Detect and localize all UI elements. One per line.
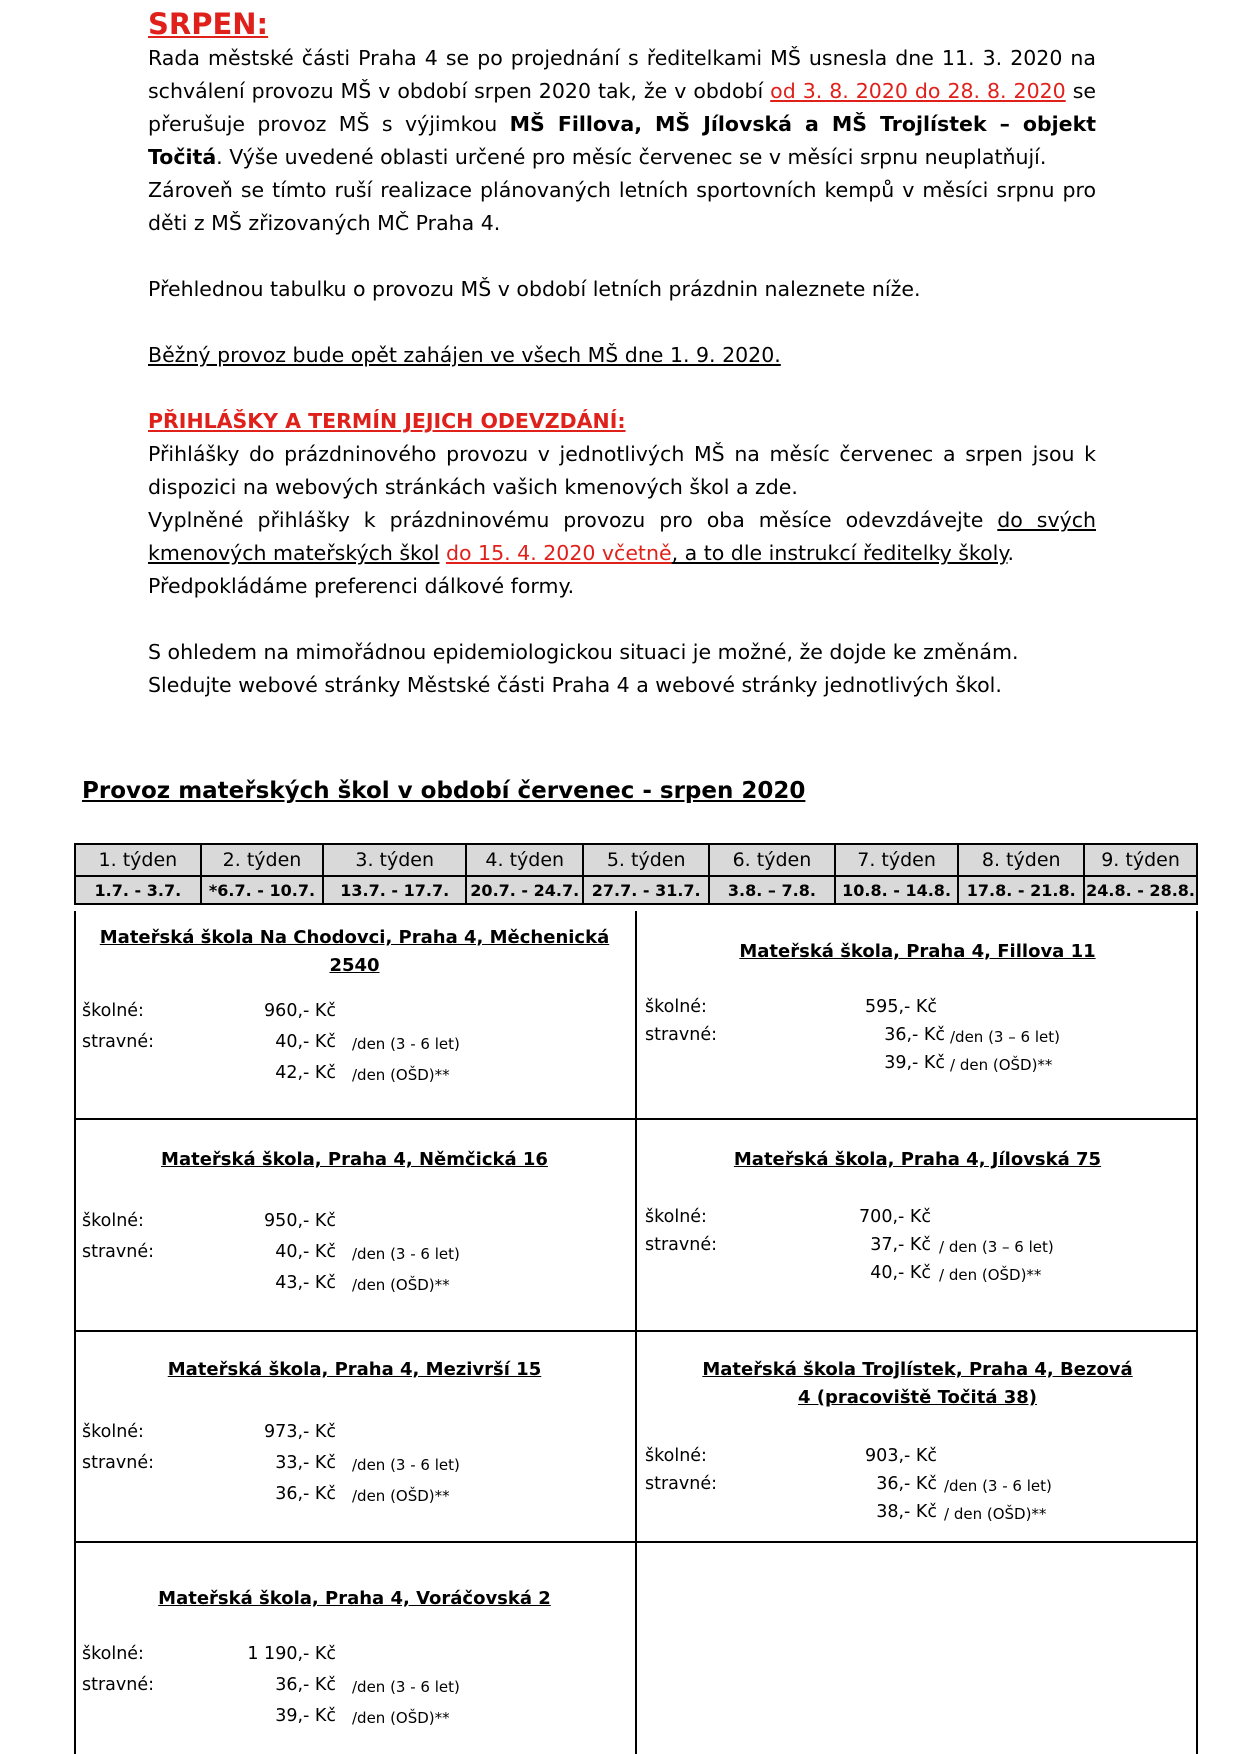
paragraph-text: . Výše uvedené oblasti určené pro měsíc červenec se v měsíci srpnu neuplatňují. xyxy=(216,145,1047,169)
fee-label: školné: xyxy=(82,1422,144,1442)
submission-paragraph: Vyplněné přihlášky k prázdninovému provozu pro oba měsíce odevzdávejte do svých kmenových mateřských škol do 15. 4. 2020 včetně, a to dle instrukcí ředitelky školy. xyxy=(148,508,1097,565)
week-dates: 20.7. - 24.7. xyxy=(466,876,583,904)
meal-label: stravné: xyxy=(645,1235,718,1255)
regular-operation-note xyxy=(148,339,1096,372)
meal-unit: /den (OŠD)** xyxy=(352,1709,450,1727)
meal-value: 38,- Kč xyxy=(876,1502,937,1522)
week-label: 4. týden xyxy=(466,844,583,876)
school-name: Mateřská škola Trojlístek, Praha 4, Bezová 4 (pracoviště Točitá 38) xyxy=(702,1359,1133,1408)
fee-row xyxy=(82,1422,622,1448)
meal-unit: /den (3 – 6 let) xyxy=(950,1028,1060,1046)
fee-value: 950,- Kč xyxy=(264,1211,336,1231)
week-label: 3. týden xyxy=(323,844,466,876)
meal-unit: / den (OŠD)** xyxy=(944,1505,1047,1523)
paragraph-text: Rada městské části Praha 4 se po projednání s ředitelkami MŠ usnesla dne 11. 3. 2020 na schválení provozu MŠ v období srpen 2020 tak, že v období xyxy=(148,46,1096,103)
week-label: 5. týden xyxy=(583,844,709,876)
fee-row xyxy=(82,1001,622,1027)
table-title: Provoz mateřských škol v období červenec - srpen 2020 xyxy=(82,778,806,804)
school-card xyxy=(74,1120,635,1330)
meal-row xyxy=(82,1484,622,1510)
meal-label: stravné: xyxy=(82,1242,155,1262)
meal-row xyxy=(82,1032,622,1058)
meal-row xyxy=(709,1263,1189,1289)
week-label: 6. týden xyxy=(709,844,835,876)
meal-row xyxy=(82,1242,622,1268)
school-card xyxy=(74,913,635,1118)
meal-row xyxy=(82,1453,622,1479)
fee-value: 700,- Kč xyxy=(859,1207,931,1227)
submission-instructions: , a to dle instrukcí ředitelky školy xyxy=(671,541,1008,565)
school-card xyxy=(637,1120,1198,1330)
week-table xyxy=(74,843,1198,905)
fee-value: 960,- Kč xyxy=(264,1001,336,1021)
meal-row xyxy=(645,1235,1189,1261)
week-dates: 3.8. – 7.8. xyxy=(709,876,835,904)
submission-place: do svých kmenových mateřských škol xyxy=(148,508,1097,565)
week-dates: 10.8. - 14.8. xyxy=(835,876,959,904)
week-label: 7. týden xyxy=(835,844,959,876)
submission-deadline: do 15. 4. 2020 včetně xyxy=(445,541,672,565)
meal-row xyxy=(82,1706,622,1732)
meal-value: 39,- Kč xyxy=(884,1053,945,1073)
table-note: Přehlednou tabulku o provozu MŠ v období letních prázdnin naleznete níže. xyxy=(148,277,921,301)
meal-unit: / den (3 – 6 let) xyxy=(939,1238,1054,1256)
fee-row xyxy=(645,1207,1189,1233)
notice-line-1: S ohledem na mimořádnou epidemiologickou situaci je možné, že dojde ke změnám. xyxy=(148,640,1019,664)
fee-row xyxy=(82,1644,622,1670)
meal-unit: /den (3 - 6 let) xyxy=(352,1456,460,1474)
meal-label: stravné: xyxy=(82,1675,155,1695)
week-label-row xyxy=(75,844,1197,876)
week-dates: *6.7. - 10.7. xyxy=(201,876,324,904)
meal-unit: / den (OŠD)** xyxy=(939,1266,1042,1284)
fee-label: školné: xyxy=(645,997,707,1017)
meal-label: stravné: xyxy=(82,1032,155,1052)
meal-row xyxy=(645,1474,1189,1500)
meal-row xyxy=(709,1502,1189,1528)
meal-value: 36,- Kč xyxy=(275,1675,336,1695)
school-name: Mateřská škola Na Chodovci, Praha 4, Měchenická 2540 xyxy=(99,927,610,976)
school-card xyxy=(74,1543,635,1754)
document-body xyxy=(148,6,1096,702)
camps-paragraph: Zároveň se tímto ruší realizace plánovaných letních sportovních kempů v měsíci srpnu pro děti z MŠ zřizovaných MČ Praha 4. xyxy=(148,178,1096,235)
meal-value: 43,- Kč xyxy=(275,1273,336,1293)
meal-value: 42,- Kč xyxy=(275,1063,336,1083)
meal-unit: /den (3 - 6 let) xyxy=(352,1245,460,1263)
meal-unit: /den (3 - 6 let) xyxy=(944,1477,1052,1495)
meal-value: 37,- Kč xyxy=(870,1235,931,1255)
week-dates: 1.7. - 3.7. xyxy=(75,876,201,904)
closure-dates: od 3. 8. 2020 do 28. 8. 2020 xyxy=(770,79,1066,103)
school-name: Mateřská škola, Praha 4, Fillova 11 xyxy=(739,941,1096,962)
regular-operation-text: Běžný provoz bude opět zahájen ve všech MŠ dne 1. 9. 2020. xyxy=(148,343,781,367)
school-card xyxy=(74,1332,635,1541)
meal-unit: /den (OŠD)** xyxy=(352,1276,450,1294)
applications-paragraph: Přihlášky do prázdninového provozu v jednotlivých MŠ na měsíc červenec a srpen jsou k dispozici na webových stránkách vašich kmenových škol a zde. xyxy=(148,442,1096,499)
fee-value: 595,- Kč xyxy=(865,997,937,1017)
meal-unit: /den (OŠD)** xyxy=(352,1066,450,1084)
fee-row xyxy=(82,1211,622,1237)
school-name: Mateřská škola, Praha 4, Jílovská 75 xyxy=(733,1149,1102,1170)
week-label: 9. týden xyxy=(1084,844,1197,876)
fee-value: 973,- Kč xyxy=(264,1422,336,1442)
fee-label: školné: xyxy=(82,1644,144,1664)
school-card xyxy=(637,913,1198,1118)
fee-label: školné: xyxy=(82,1211,144,1231)
remote-form-note: Předpokládáme preferenci dálkové formy. xyxy=(148,574,575,598)
fee-label: školné: xyxy=(82,1001,144,1021)
meal-unit: /den (3 - 6 let) xyxy=(352,1035,460,1053)
school-name: Mateřská škola, Praha 4, Němčická 16 xyxy=(161,1149,548,1170)
school-card xyxy=(637,1332,1198,1541)
week-label: 2. týden xyxy=(201,844,324,876)
meal-value: 40,- Kč xyxy=(275,1242,336,1262)
meal-row xyxy=(645,1025,1189,1051)
meal-value: 36,- Kč xyxy=(275,1484,336,1504)
meal-value: 36,- Kč xyxy=(876,1474,937,1494)
school-name: Mateřská škola, Praha 4, Mezivrší 15 xyxy=(167,1359,542,1380)
meal-unit: /den (3 - 6 let) xyxy=(352,1678,460,1696)
fee-row xyxy=(645,997,1189,1023)
week-label: 1. týden xyxy=(75,844,201,876)
meal-row xyxy=(82,1675,622,1701)
meal-value: 39,- Kč xyxy=(275,1706,336,1726)
fee-value: 1 190,- Kč xyxy=(247,1644,336,1664)
meal-unit: / den (OŠD)** xyxy=(950,1056,1053,1074)
notice-line-2: Sledujte webové stránky Městské části Praha 4 a webové stránky jednotlivých škol. xyxy=(148,673,1002,697)
fee-label: školné: xyxy=(645,1207,707,1227)
meal-row xyxy=(709,1053,1189,1079)
meal-label: stravné: xyxy=(645,1474,718,1494)
fee-value: 903,- Kč xyxy=(865,1446,937,1466)
applications-heading: PŘIHLÁŠKY A TERMÍN JEJICH ODEVZDÁNÍ: xyxy=(148,409,626,433)
meal-label: stravné: xyxy=(82,1453,155,1473)
paragraph-text: se přerušuje provoz MŠ s výjimkou xyxy=(148,79,1096,136)
school-name: Mateřská škola, Praha 4, Voráčovská 2 xyxy=(158,1588,551,1609)
meal-row xyxy=(82,1273,622,1299)
week-dates-row xyxy=(75,876,1197,904)
week-dates: 13.7. - 17.7. xyxy=(323,876,466,904)
august-heading: SRPEN: xyxy=(148,7,269,41)
week-dates: 24.8. - 28.8. xyxy=(1084,876,1197,904)
meal-value: 40,- Kč xyxy=(275,1032,336,1052)
meal-value: 33,- Kč xyxy=(275,1453,336,1473)
open-schools: MŠ Fillova, MŠ Jílovská a MŠ Trojlístek – objekt Točitá xyxy=(148,112,1097,169)
week-dates: 27.7. - 31.7. xyxy=(583,876,709,904)
august-paragraph xyxy=(148,42,1096,174)
week-dates: 17.8. - 21.8. xyxy=(958,876,1084,904)
meal-value: 36,- Kč xyxy=(884,1025,945,1045)
meal-value: 40,- Kč xyxy=(870,1263,931,1283)
meal-row xyxy=(82,1063,622,1089)
fee-label: školné: xyxy=(645,1446,707,1466)
meal-unit: /den (OŠD)** xyxy=(352,1487,450,1505)
meal-label: stravné: xyxy=(645,1025,718,1045)
paragraph-text: Vyplněné přihlášky k prázdninovému provozu pro oba měsíce odevzdávejte xyxy=(148,508,998,532)
week-label: 8. týden xyxy=(958,844,1084,876)
fee-row xyxy=(645,1446,1189,1472)
